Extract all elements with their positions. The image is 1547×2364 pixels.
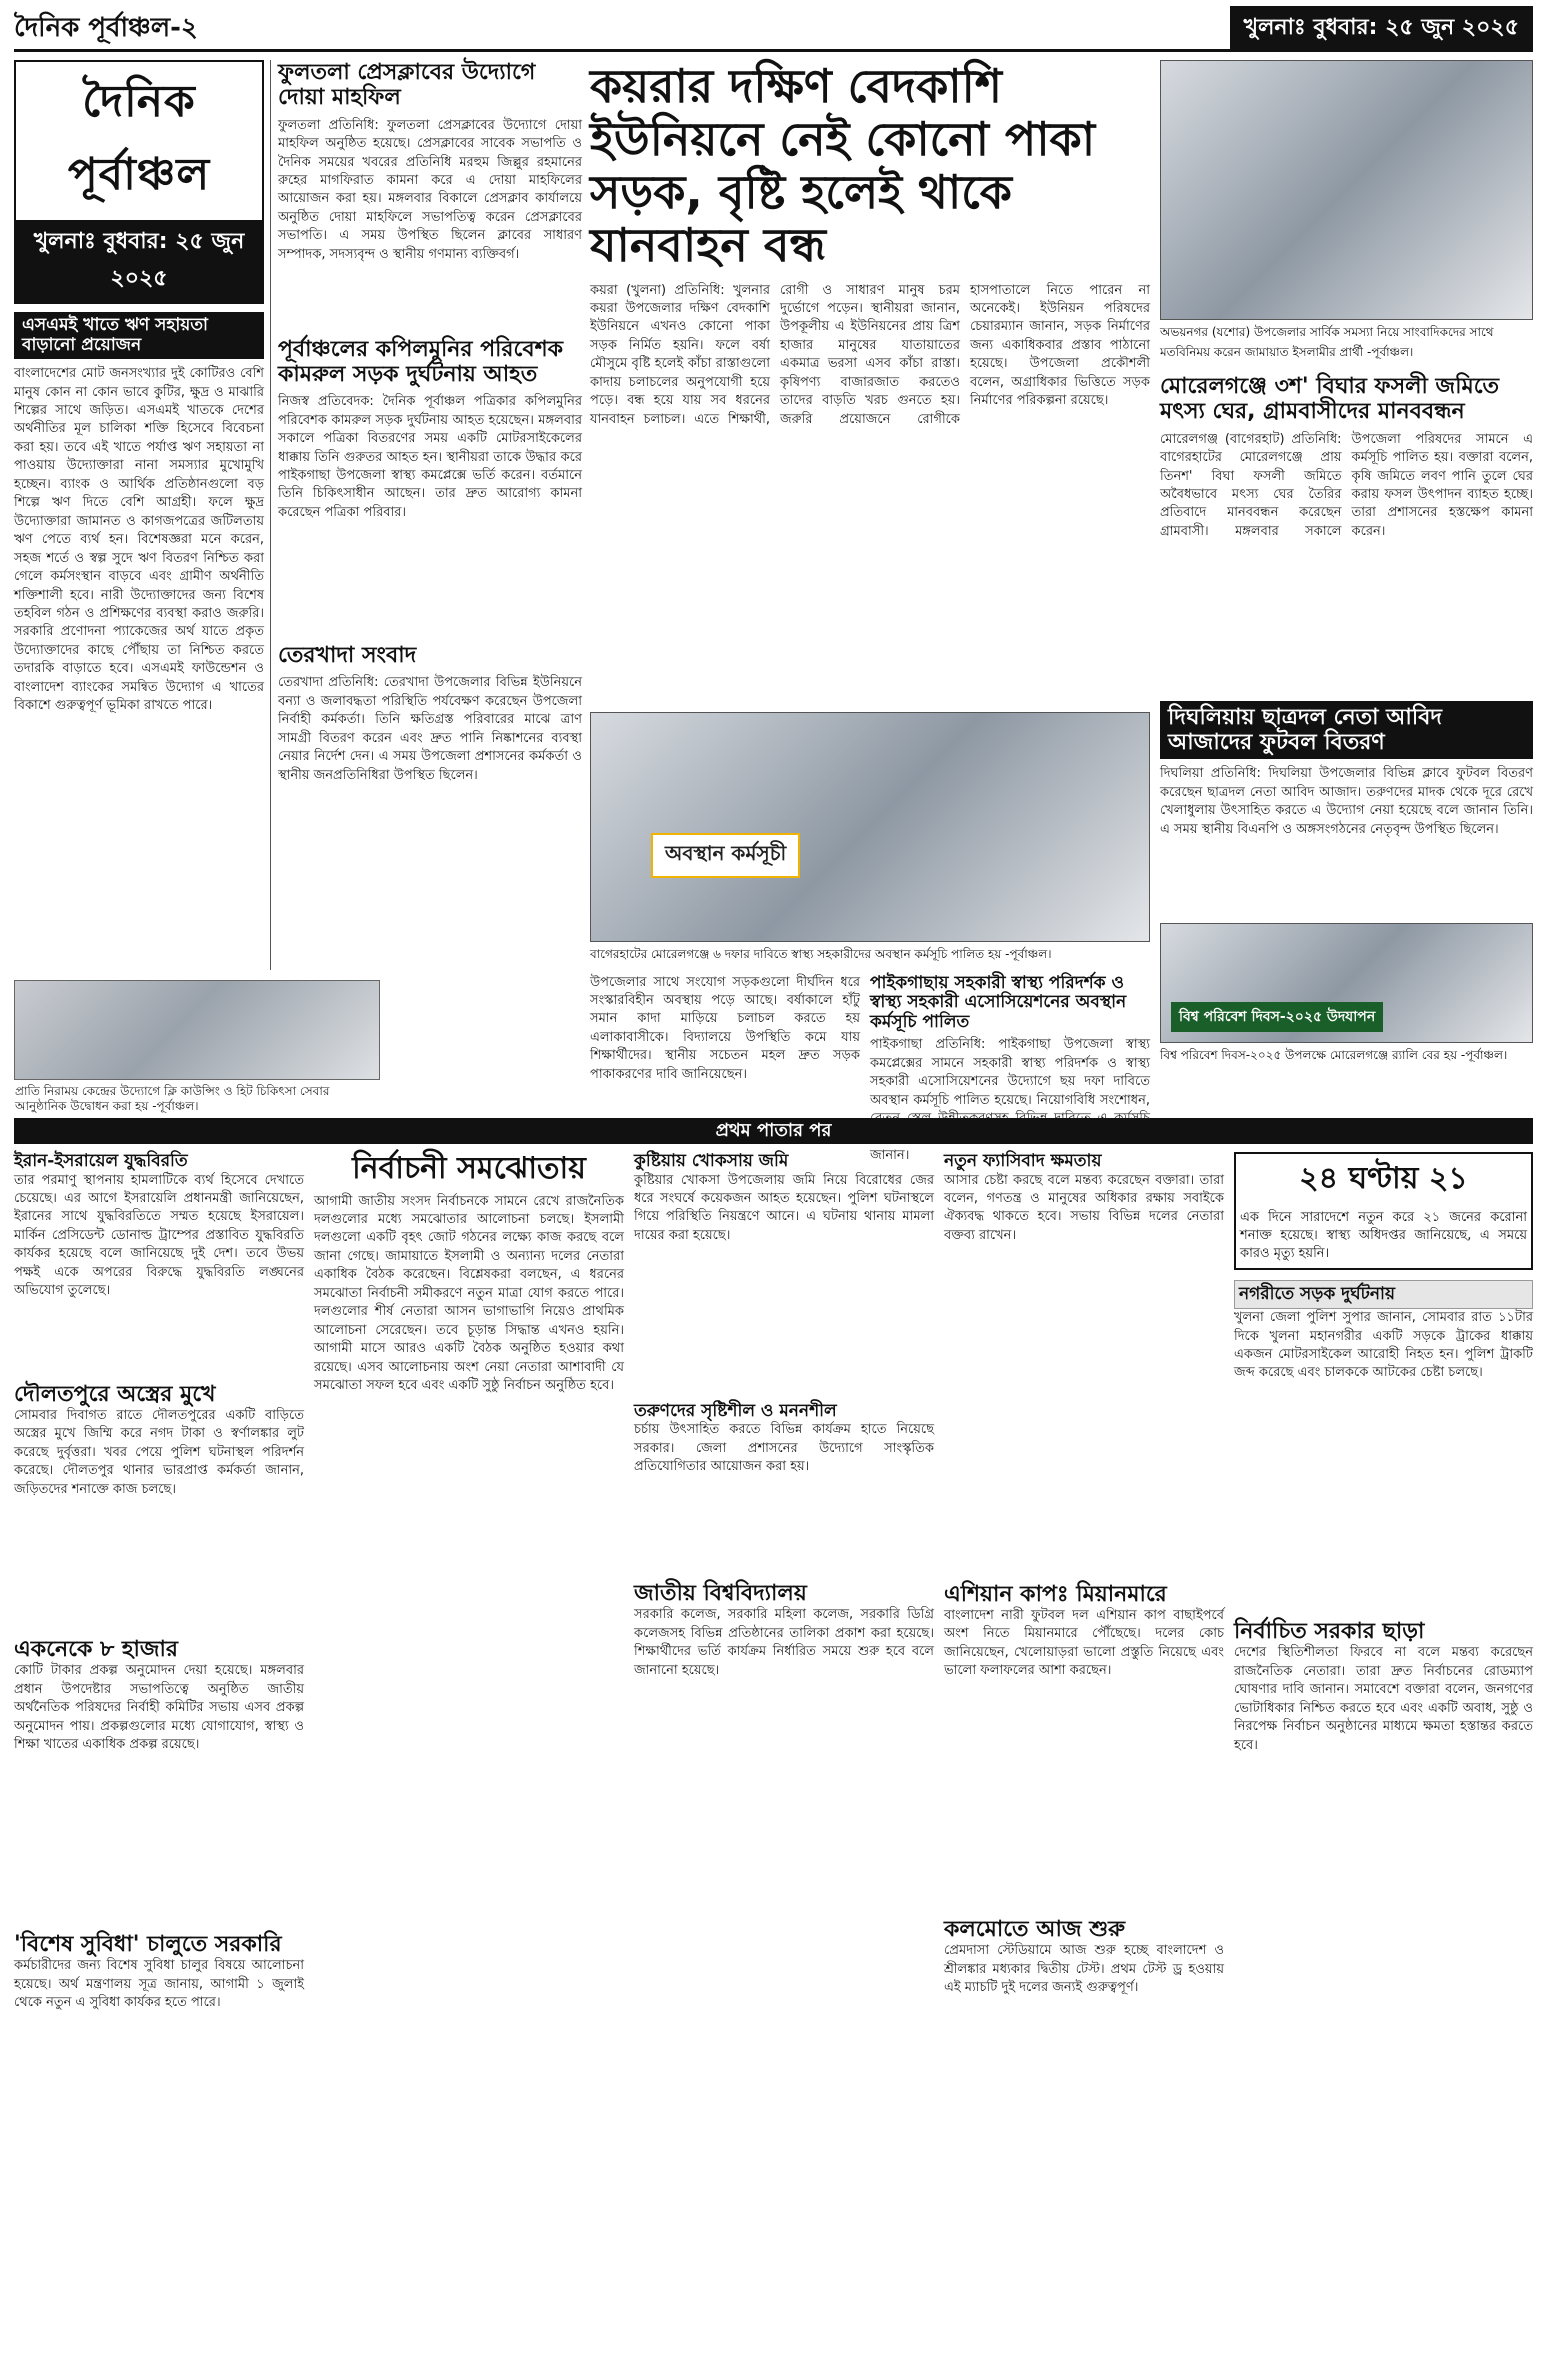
lead-body: কয়রা (খুলনা) প্রতিনিধি: খুলনার কয়রা উপজেলার দক্ষিণ বেদকাশি ইউনিয়নে এখনও কোনো পাকা সড়ক নির্মিত হয়নি। ফলে বর্ষা মৌসুমে বৃষ্টি হলেই কাঁচা রাস্তাগুলো কাদায় চলাচলের অনুপযোগী হয়ে পড়ে। বন্ধ হয়ে যায় সব ধরনের যানবাহন চলাচল। এতে শিক্ষার্থী, রোগী ও সাধারণ মানুষ চরম দুর্ভোগে পড়েন। স্থানীয়রা জানান, উপকূলীয় এ ইউনিয়নের প্রায় ত্রিশ হাজার মানুষের যাতায়াতের একমাত্র ভরসা এসব কাঁচা রাস্তা। কৃষিপণ্য বাজারজাত করতেও তাদের বাড়তি খরচ গুনতে হয়। জরুরি প্রয়োজনে রোগীকে হাসপাতালে নিতে পারেন না অনেকেই। ইউনিয়ন পরিষদের চেয়ারম্যান জানান, সড়ক নির্মাণের জন্য একাধিকবার প্রস্তাব পাঠানো হয়েছে। উপজেলা প্রকৌশলী বলেন, অগ্রাধিকার ভিত্তিতে সড়ক নির্মাণের পরিকল্পনা রয়েছে। — [590, 282, 1150, 427]
b-c4-h1: নতুন ফ্যাসিবাদ ক্ষমতায় — [944, 1151, 1102, 1171]
b-c2-b1: আগামী জাতীয় সংসদ নির্বাচনকে সামনে রেখে রাজনৈতিক দলগুলোর মধ্যে সমঝোতার আলোচনা চলছে। ইসলামী দলগুলো একটি বৃহৎ জোট গঠনের লক্ষ্যে কাজ করছে বলে জানা গেছে। জামায়াতে ইসলামী ও অন্যান্য দলের নেতারা একাধিক বৈঠক করেছেন। বিশ্লেষকরা বলছেন, এ ধরনের সমঝোতা নির্বাচনী সমীকরণে নতুন মাত্রা যোগ করতে পারে। দলগুলোর শীর্ষ নেতারা আসন ভাগাভাগি নিয়েও প্রাথমিক আলোচনা সেরেছেন। তবে চূড়ান্ত সিদ্ধান্ত এখনও হয়নি। আগামী মাসে আরও একটি বৈঠক অনুষ্ঠিত হওয়ার কথা রয়েছে। এসব আলোচনায় অংশ নেয়া নেতারা আশাবাদী যে সমঝোতা সফল হবে এবং একটি সুষ্ঠু নির্বাচন অনুষ্ঠিত হবে। — [314, 1193, 624, 1394]
col2-headline-3: তেরখাদা সংবাদ — [278, 643, 417, 669]
b-c4-h3: কলমোতে আজ শুরু — [944, 1916, 1126, 1942]
b-c4-b3: প্রেমদাসা স্টেডিয়ামে আজ শুরু হচ্ছে বাংলাদেশ ও শ্রীলঙ্কার মধ্যকার দ্বিতীয় টেস্ট। প্রথম টেস্ট ড্র হওয়ায় এই ম্যাচটি দুই দলের জন্যই গুরুত্বপূর্ণ। — [944, 1943, 1224, 1996]
bottom-column-2 — [314, 1152, 624, 2352]
col2-body-1: ফুলতলা প্রতিনিধি: ফুলতলা প্রেসক্লাবের উদ্যোগে দোয়া মাহফিল অনুষ্ঠিত হয়েছে। প্রেসক্লাবের সাবেক সভাপতি ও দৈনিক সময়ের খবরের প্রতিনিধি মরহুম জিল্লুর রহমানের রুহের মাগফিরাত কামনা করে এ দোয়া মাহফিলের আয়োজন করা হয়। মঙ্গলবার বিকালে প্রেসক্লাব কার্যালয়ে অনুষ্ঠিত দোয়া মাহফিলে সভাপতিত্ব করেন প্রেসক্লাবের সভাপতি। এ সময় উপস্থিত ছিলেন ক্লাবের সাধারণ সম্পাদক, সদস্যবৃন্দ ও স্থানীয় গণমান্য ব্যক্তিবর্গ। — [278, 117, 582, 262]
b-c3-h1: কুষ্টিয়ায় খোকসায় জমি — [634, 1151, 789, 1171]
b-c1-b2: সোমবার দিবাগত রাতে দৌলতপুরের একটি বাড়িতে অস্ত্রের মুখে জিম্মি করে নগদ টাকা ও স্বর্ণালঙ্কার লুট করেছে দুর্বৃত্তরা। খবর পেয়ে পুলিশ ঘটনাস্থল পরিদর্শন করেছে। দৌলতপুর থানার ভারপ্রাপ্ত কর্মকর্তা জানান, জড়িতদের শনাক্তে কাজ চলছে। — [14, 1407, 304, 1497]
masthead — [14, 60, 264, 304]
col4-headline-2: দিঘলিয়ায় ছাত্রদল নেতা আবিদ আজাদের ফুটবল বিতরণ — [1160, 701, 1533, 760]
b-c5-h3: নির্বাচিত সরকার ছাড়া — [1234, 1619, 1425, 1645]
b-c5-h1: ২৪ ঘণ্টায় ২১ — [1299, 1161, 1468, 1196]
col2-headline-1: ফুলতলা প্রেসক্লাবের উদ্যোগে দোয়া মাহফিল — [278, 60, 536, 111]
b-c1-h3: একনেকে ৮ হাজার — [14, 1636, 179, 1662]
column-2 — [278, 60, 582, 1110]
b-c3-b1: কুষ্টিয়ার খোকসা উপজেলায় জমি নিয়ে বিরোধের জের ধরে সংঘর্ষে কয়েকজন আহত হয়েছেন। পুলিশ ঘটনাস্থলে গিয়ে পরিস্থিতি নিয়ন্ত্রণে আনে। এ ঘটনায় থানায় মামলা দায়ের করা হয়েছে। — [634, 1172, 934, 1243]
b-c3-h3: জাতীয় বিশ্ববিদ্যালয় — [634, 1581, 807, 1607]
b-c5-h2: নগরীতে সড়ক দুর্ঘটনায় — [1234, 1280, 1533, 1310]
col4-photo — [1160, 60, 1533, 320]
b-c3-h2: তরুণদের সৃষ্টিশীল ও মননশীল — [634, 1400, 837, 1421]
col4-photo-2-banner: বিশ্ব পরিবেশ দিবস-২০২৫ উদযাপন — [1171, 1002, 1383, 1032]
divider — [270, 60, 271, 970]
masthead-title: দৈনিক পূর্বাঞ্চল — [67, 76, 211, 200]
col4-photo-2-caption: বিশ্ব পরিবেশ দিবস-২০২৫ উপলক্ষে মোরেলগঞ্জে র‍্যালি বের হয় -পূর্বাঞ্চল। — [1160, 1048, 1508, 1063]
bottom-column-1 — [14, 1152, 304, 2352]
header-date: খুলনাঃ বুধবার: ২৫ জুন ২০২৫ — [1230, 6, 1533, 51]
col4-headline-1: মোরেলগঞ্জে ৩শ' বিঘার ফসলী জমিতে মৎস্য ঘের, গ্রামবাসীদের মানববন্ধন — [1160, 374, 1500, 425]
b-c1-h1: ইরান-ইসরায়েল যুদ্ধবিরতি — [14, 1151, 188, 1171]
col4-body-1: মোরেলগঞ্জ (বাগেরহাট) প্রতিনিধি: বাগেরহাটের মোরেলগঞ্জে প্রায় তিনশ' বিঘা ফসলী জমিতে অবৈধভাবে মৎস্য ঘের তৈরির প্রতিবাদে মানববন্ধন করেছেন গ্রামবাসী। মঙ্গলবার সকালে উপজেলা পরিষদের সামনে এ কর্মসূচি পালিত হয়। বক্তারা বলেন, কৃষি জমিতে লবণ পানি তুলে ঘের করায় ফসল উৎপাদন ব্যাহত হচ্ছে। তারা প্রশাসনের হস্তক্ষেপ কামনা করেন। — [1160, 431, 1533, 539]
lead-photo-banner: অবস্থান কর্মসূচী — [651, 833, 800, 878]
b-c1-b1: তার পরমাণু স্থাপনায় হামলাটিকে ব্যর্থ হিসেবে দেখাতে চেয়েছে। এর আগে ইসরায়েলি প্রধানমন্ত্রী জানিয়েছেন, ইরানের সাথে যুদ্ধবিরতিতে সম্মত হয়েছে ইসরায়েল। মার্কিন প্রেসিডেন্ট ডোনাল্ড ট্রাম্পের প্রস্তাবিত যুদ্ধবিরতি কার্যকর হয়েছে বলে জানিয়েছে দুই দেশ। তবে উভয় পক্ষই একে অপরের বিরুদ্ধে যুদ্ধবিরতি লঙ্ঘনের অভিযোগ তুলেছে। — [14, 1172, 304, 1299]
b-c3-b3: সরকারি কলেজ, সরকারি মহিলা কলেজ, সরকারি ডিগ্রি কলেজসহ বিভিন্ন প্রতিষ্ঠানের তালিকা প্রকাশ করা হয়েছে। শিক্ষার্থীদের ভর্তি কার্যক্রম নির্ধারিত সময়ে শুরু হবে বলে জানানো হয়েছে। — [634, 1607, 934, 1678]
col3-headline-2: পাইকগাছায় সহকারী স্বাস্থ্য পরিদর্শক ও স্বাস্থ্য সহকারী এসোসিয়েশনের অবস্থান কর্মসূচি পালিত — [870, 972, 1127, 1032]
column-4 — [1160, 60, 1533, 1110]
b-c5-b3: দেশের স্থিতিশীলতা ফিরবে না বলে মন্তব্য করেছেন রাজনৈতিক নেতারা। তারা দ্রুত নির্বাচনের রোডম্যাপ ঘোষণার দাবি জানান। সমাবেশে বক্তারা বলেন, জনগণের ভোটাধিকার নিশ্চিত করতে হবে এবং একটি অবাধ, সুষ্ঠু ও নিরপেক্ষ নির্বাচন অনুষ্ঠানের মাধ্যমে ক্ষমতা হস্তান্তর করতে হবে। — [1234, 1645, 1533, 1753]
b-c2-h1: নির্বাচনী সমঝোতায় — [352, 1151, 586, 1186]
lead-photo-caption: বাগেরহাটের মোরেলগঞ্জে ৬ দফার দাবিতে স্বাস্থ্য সহকারীদের অবস্থান কর্মসূচি পালিত হয় -পূর্বাঞ্চল। — [590, 946, 1052, 961]
lead-body-left: উপজেলার সাথে সংযোগ সড়কগুলো দীর্ঘদিন ধরে সংস্কারবিহীন অবস্থায় পড়ে আছে। বর্ষাকালে হাঁটু সমান কাদা মাড়িয়ে চলাচল করতে হয় এলাকাবাসীকে। বিদ্যালয়ে উপস্থিতি কমে যায় শিক্ষার্থীদের। স্থানীয় সচেতন মহল দ্রুত সড়ক পাকাকরণের দাবি জানিয়েছেন। — [590, 974, 860, 1082]
b-c1-h2: দৌলতপুরে অস্ত্রের মুখে — [14, 1381, 216, 1407]
b-c4-b1: আসার চেষ্টা করছে বলে মন্তব্য করেছেন বক্তারা। তারা বলেন, গণতন্ত্র ও মানুষের অধিকার রক্ষায় সবাইকে ঐক্যবদ্ধ থাকতে হবে। সভায় বিভিন্ন দলের নেতারা বক্তব্য রাখেন। — [944, 1172, 1224, 1243]
col2-body-3: তেরখাদা প্রতিনিধি: তেরখাদা উপজেলার বিভিন্ন ইউনিয়নে বন্যা ও জলাবদ্ধতা পরিস্থিতি পর্যবেক্ষণ করেছেন উপজেলা নির্বাহী কর্মকর্তা। তিনি ক্ষতিগ্রস্ত পরিবারের মাঝে ত্রাণ সামগ্রী বিতরণ করেন এবং দ্রুত পানি নিষ্কাশনের ব্যবস্থা নেয়ার নির্দেশ দেন। এ সময় উপজেলা প্রশাসনের কর্মকর্তা ও স্থানীয় জনপ্রতিনিধিরা উপস্থিত ছিলেন। — [278, 675, 582, 783]
page-label: দৈনিক পূর্বাঞ্চল-২ — [14, 12, 198, 43]
col1-photo-caption: প্রাতি নিরাময় কেন্দ্রের উদ্যোগে ক্লি কাউন্সিং ও হিট চিকিৎসা সেবার আনুষ্ঠানিক উদ্বোধন করা হয় -পূর্বাঞ্চল। — [15, 1083, 330, 1114]
b-c3-b2: চর্চায় উৎসাহিত করতে বিভিন্ন কার্যক্রম হাতে নিয়েছে সরকার। জেলা প্রশাসনের উদ্যোগে সাংস্কৃতিক প্রতিযোগিতার আয়োজন করা হয়। — [634, 1422, 934, 1474]
col4-photo-2 — [1160, 923, 1533, 1043]
b-c1-b4: কর্মচারীদের জন্য বিশেষ সুবিধা চালুর বিষয়ে আলোচনা হয়েছে। অর্থ মন্ত্রণালয় সূত্র জানায়, আগামী ১ জুলাই থেকে নতুন এ সুবিধা কার্যকর হতে পারে। — [14, 1958, 304, 2011]
b-c5-b1: এক দিনে সারাদেশে নতুন করে ২১ জনের করোনা শনাক্ত হয়েছে। স্বাস্থ্য অধিদপ্তর জানিয়েছে, এ সময়ে কারও মৃত্যু হয়নি। — [1240, 1210, 1527, 1262]
masthead-date: খুলনাঃ বুধবার: ২৫ জুন ২০২৫ — [16, 220, 262, 302]
b-c1-h4: 'বিশেষ সুবিধা' চালুতে সরকারি — [14, 1932, 282, 1958]
col4-photo-caption: অভয়নগর (যশোর) উপজেলার সার্বিক সমস্যা নিয়ে সাংবাদিকদের সাথে মতবিনিময় করেন জামায়াত ইসলামীর প্রার্থী -পূর্বাঞ্চল। — [1160, 325, 1494, 359]
col2-body-2: নিজস্ব প্রতিবেদক: দৈনিক পূর্বাঞ্চল পত্রিকার কপিলমুনির পরিবেশক কামরুল সড়ক দুর্ঘটনায় আহত হয়েছেন। মঙ্গলবার সকালে পত্রিকা বিতরণের সময় একটি মোটরসাইকেলের ধাক্কায় তিনি গুরুতর আহত হন। স্থানীয়রা তাকে উদ্ধার করে পাইকগাছা উপজেলা স্বাস্থ্য কমপ্লেক্সে ভর্তি করেন। বর্তমানে তিনি চিকিৎসাধীন আছেন। তার দ্রুত আরোগ্য কামনা করেছেন পত্রিকা পরিবার। — [278, 394, 582, 520]
b-c4-h2: এশিয়ান কাপঃ মিয়ানমারে — [944, 1581, 1167, 1607]
column-1 — [14, 60, 264, 1110]
b-c5-box — [1234, 1152, 1533, 1270]
b-c5-b2: খুলনা জেলা পুলিশ সুপার জানান, সোমবার রাত ১১টার দিকে খুলনা মহানগরীর একটি সড়কে ট্রাকের ধাক্কায় একজন মোটরসাইকেল আরোহী নিহত হন। পুলিশ ট্রাকটি জব্দ করেছে এবং চালককে আটকের চেষ্টা চলছে। — [1234, 1310, 1533, 1381]
bottom-column-3 — [634, 1152, 934, 2352]
section-band: প্রথম পাতার পর — [14, 1118, 1533, 1144]
bottom-column-4 — [944, 1152, 1224, 2352]
lead-photo — [590, 712, 1150, 942]
col3-body-2: পাইকগাছা প্রতিনিধি: পাইকগাছা উপজেলা স্বাস্থ্য কমপ্লেক্সের সামনে সহকারী স্বাস্থ্য পরিদর্শক ও স্বাস্থ্য সহকারী এসোসিয়েশনের উদ্যোগে ছয় দফা দাবিতে অবস্থান কর্মসূচি পালিত হয়েছে। নিয়োগবিধি সংশোধন, জানান। — [870, 1037, 1150, 1163]
col1-headline: এসএমই খাতে ঋণ সহায়তা বাড়ানো প্রয়োজন — [14, 312, 264, 359]
lead-headline: কয়রার দক্ষিণ বেদকাশি ইউনিয়নে নেই কোনো পাকা সড়ক, বৃষ্টি হলেই থাকে যানবাহন বন্ধ — [590, 59, 1096, 272]
page-header — [14, 8, 1533, 52]
col2-headline-2: পূর্বাঞ্চলের কপিলমুনির পরিবেশক কামরুল সড়ক দুর্ঘটনায় আহত — [278, 336, 564, 387]
col1-body: বাংলাদেশের মোট জনসংখ্যার দুই কোটিরও বেশি মানুষ কোন না কোন ভাবে কুটির, ক্ষুদ্র ও মাঝারি শিল্পের সাথে জড়িত। এসএমই খাতকে দেশের অর্থনীতির মূল চালিকা শক্তি হিসেবে বিবেচনা করা হয়। তবে এই খাতে পর্যাপ্ত ঋণ সহায়তা না পাওয়ায় উদ্যোক্তারা নানা সমস্যার মুখোমুখি হচ্ছেন। ব্যাংক ও আর্থিক প্রতিষ্ঠানগুলো বড় শিল্পে ঋণ দিতে বেশি আগ্রহী। ফলে ক্ষুদ্র উদ্যোক্তারা জামানত ও কাগজপত্রের জটিলতায় ঋণ পেতে ব্যর্থ হন। বিশেষজ্ঞরা মনে করেন, সহজ শর্তে ও স্বল্প সুদে ঋণ বিতরণ নিশ্চিত করা গেলে কর্মসংস্থান বাড়বে এবং গ্রামীণ অর্থনীতি শক্তিশালী হবে। নারী উদ্যোক্তাদের জন্য বিশেষ তহবিল গঠন ও প্রশিক্ষণের ব্যবস্থা করাও জরুরি। সরকারি প্রণোদনা প্যাকেজের অর্থ যাতে প্রকৃত উদ্যোক্তাদের কাছে পৌঁছায় তা নিশ্চিত করতে তদারকি বাড়াতে হবে। এসএমই ফাউন্ডেশন ও বাংলাদেশ ব্যাংকের সমন্বিত উদ্যোগ এ খাতের বিকাশে গুরুত্বপূর্ণ ভূমিকা রাখতে পারে। — [14, 366, 264, 714]
col4-body-2: দিঘলিয়া প্রতিনিধি: দিঘলিয়া উপজেলার বিভিন্ন ক্লাবে ফুটবল বিতরণ করেছেন ছাত্রদল নেতা আবিদ আজাদ। তরুণদের মাদক থেকে দূরে রেখে খেলাধুলায় উৎসাহিত করতে এ উদ্যোগ নেয়া হয়েছে বলে জানান তিনি। এ সময় স্থানীয় বিএনপি ও অঙ্গসংগঠনের নেতৃবৃন্দ উপস্থিত ছিলেন। — [1160, 766, 1533, 837]
b-c1-b3: কোটি টাকার প্রকল্প অনুমোদন দেয়া হয়েছে। মঙ্গলবার প্রধান উপদেষ্টার সভাপতিত্বে অনুষ্ঠিত জাতীয় অর্থনৈতিক পরিষদের নির্বাহী কমিটির সভায় এসব প্রকল্প অনুমোদন পায়। প্রকল্পগুলোর মধ্যে যোগাযোগ, স্বাস্থ্য ও শিক্ষা খাতের একাধিক প্রকল্প রয়েছে। — [14, 1663, 304, 1752]
bottom-column-5 — [1234, 1152, 1533, 2352]
b-c4-b2: বাংলাদেশ নারী ফুটবল দল এশিয়ান কাপ বাছাইপর্বে অংশ নিতে মিয়ানমারে পৌঁছেছে। দলের কোচ জানিয়েছেন, খেলোয়াড়রা ভালো প্রস্তুতি নিয়েছে এবং ভালো ফলাফলের আশা করছেন। — [944, 1607, 1224, 1679]
